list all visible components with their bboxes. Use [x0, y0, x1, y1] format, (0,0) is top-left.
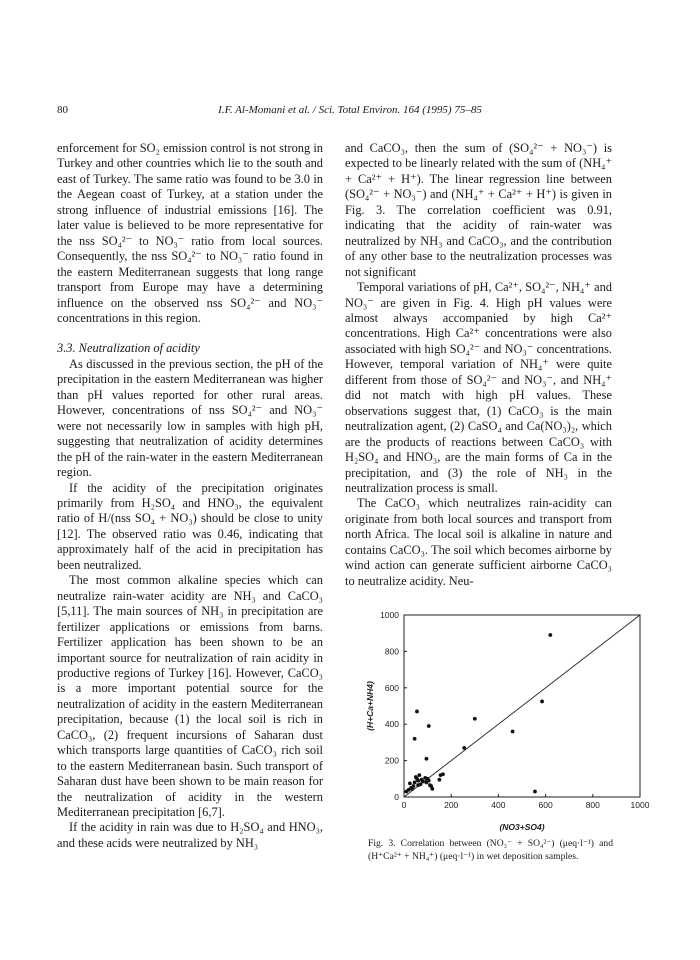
x-tick-label: 200: [444, 800, 459, 810]
section-heading: 3.3. Neutralization of acidity: [57, 341, 200, 356]
x-axis-label: (NO3+SO4): [499, 822, 545, 832]
data-point: [462, 746, 466, 750]
y-tick-label: 0: [394, 792, 399, 802]
x-tick-label: 800: [585, 800, 600, 810]
y-tick-label: 600: [384, 682, 399, 693]
data-point: [548, 633, 552, 637]
data-point: [438, 778, 442, 782]
left-column: [57, 141, 323, 851]
data-point: [430, 787, 434, 791]
data-point: [416, 779, 420, 783]
figure-caption: Fig. 3. Correlation between (NO₃⁻ + SO₄²⁻) (μeq·l⁻¹) and (H⁺Ca²⁺ + NH₄⁺) (μeq·l⁻¹) in wet deposition samples.: [368, 838, 613, 862]
x-tick-label: 0: [401, 800, 407, 810]
data-point: [417, 773, 421, 777]
y-tick-label: 1000: [380, 610, 399, 620]
data-point: [413, 737, 417, 741]
data-point: [413, 781, 417, 785]
paragraph: The CaCO₃ which neutralizes rain-acidity can originate from both local sources and transport from north Africa. The local soil is alkaline in nature and contains CaCO₃. The soil which becomes airborne by wind action can generate sufficient airborne CaCO₃ to neutralize acidity. Neu-: [345, 496, 612, 588]
data-point: [425, 757, 429, 761]
y-tick-label: 200: [384, 755, 399, 766]
data-point: [511, 730, 515, 734]
y-tick-label: 800: [384, 646, 399, 657]
page-number: 80: [57, 104, 68, 116]
regression-line: [404, 615, 640, 797]
data-point: [441, 772, 445, 776]
y-tick-label: 400: [384, 719, 399, 730]
data-point: [427, 779, 431, 783]
x-tick-label: 600: [538, 800, 553, 810]
paragraph: Temporal variations of pH, Ca²⁺, SO₄²⁻, NH₄⁺ and NO₃⁻ are given in Fig. 4. High pH values were almost always accompanied by high Ca²⁺ concentrations. High Ca²⁺ concentrations were also associated with high SO₄²⁻ and NO₃⁻ concentrations. However, temporal variation of NH₄⁺ were quite different from those of SO₄²⁻ and NO₃⁻, and NH₄⁺ did not match with high pH values. These observations suggest that, (1) CaCO₃ is the main neutralization agent, (2) CaSO₄ and Ca(NO₃)₂, which are the products of reactions between CaCO₃ with H₂SO₄ and HNO₃, are the main forms of Ca in the precipitation, and (3) the role of NH₃ in the neutralization process is small.: [345, 280, 612, 495]
paragraph: If the acidity in rain was due to H₂SO₄ and HNO₃, and these acids were neutralized by NH₃: [57, 820, 323, 850]
right-column: [345, 141, 612, 589]
data-point: [473, 717, 477, 721]
y-axis-label: (H+Ca+NH4): [365, 681, 375, 731]
data-point: [540, 700, 544, 704]
scatter-chart: [355, 600, 675, 840]
x-tick-label: 1000: [630, 800, 650, 810]
data-point: [421, 780, 425, 784]
x-tick-label: 400: [491, 800, 506, 810]
data-point: [412, 784, 416, 788]
running-title: I.F. Al-Momani et al. / Sci. Total Environ. 164 (1995) 75–85: [218, 104, 482, 116]
data-point: [427, 724, 431, 728]
paragraph: The most common alkaline species which can neutralize rain-water acidity are NH₃ and CaCO₃ [5,11]. The main sources of NH₃ in precipitation are fertilizer applications or emissions from barns. Fertilizer application has been shown to be an important source for neutralization of rain acidity in productive regions of Turkey [16]. However, CaCO₃ is a more important potential source for the neutralization of acidity in the eastern Mediterranean precipitation, because (1) the local soil is rich in CaCO₃, (2) frequent incursions of Saharan dust which transports large quantities of CaCO₃ rich soil to the eastern Mediterranean basin. Such transport of Saharan dust have been shown to be main reason for the neutralization of acidity in the western Mediterranean precipitation [6,7].: [57, 573, 323, 820]
paragraph: As discussed in the previous section, the pH of the precipitation in the eastern Mediterranean was higher than pH values reported for other rural areas. However, concentrations of nss SO₄²⁻ and NO₃⁻ were not necessarily low in samples with high pH, suggesting that neutralization of acidity determines the pH of the rain-water in the eastern Mediterranean region.: [57, 356, 323, 480]
paragraph: If the acidity of the precipitation originates primarily from H₂SO₄ and HNO₃, the equivalent ratio of H/(nss SO₄ + NO₃) should be close to unity [12]. The observed ratio was 0.46, indicating that approximately half of the acid in precipitation has been neutralized.: [57, 480, 323, 572]
paragraph: and CaCO₃, then the sum of (SO₄²⁻ + NO₃⁻) is expected to be linearly related with the sum of (NH₄⁺ + Ca²⁺ + H⁺). The linear regression line between (SO₄²⁻ + NO₃⁻) and (NH₄⁺ + Ca²⁺ + H⁺) is given in Fig. 3. The correlation coefficient was 0.91, indicating that the acidity of rain-water was neutralized by NH₃ and CaCO₃, and the contribution of any other base to the neutralization processes was not significant: [345, 141, 612, 279]
data-point: [415, 710, 419, 714]
paragraph: enforcement for SO₂ emission control is not strong in Turkey and other countries which lie to the south and east of Turkey. The same ratio was found to be 3.0 in the Aegean coast of Turkey, at a station under the strong influence of industrial emissions [16]. The later value is believed to be more representative for the nss SO₄²⁻ to NO₃⁻ ratio from local sources. Consequently, the nss SO₄²⁻ to NO₃⁻ ratio found in the eastern Mediterranean suggests that long range transport from Europe may have a determining influence on the observed nss SO₄²⁻ and NO₃⁻ concentrations in this region.: [57, 141, 323, 325]
data-point: [533, 790, 537, 794]
data-point: [408, 781, 412, 785]
